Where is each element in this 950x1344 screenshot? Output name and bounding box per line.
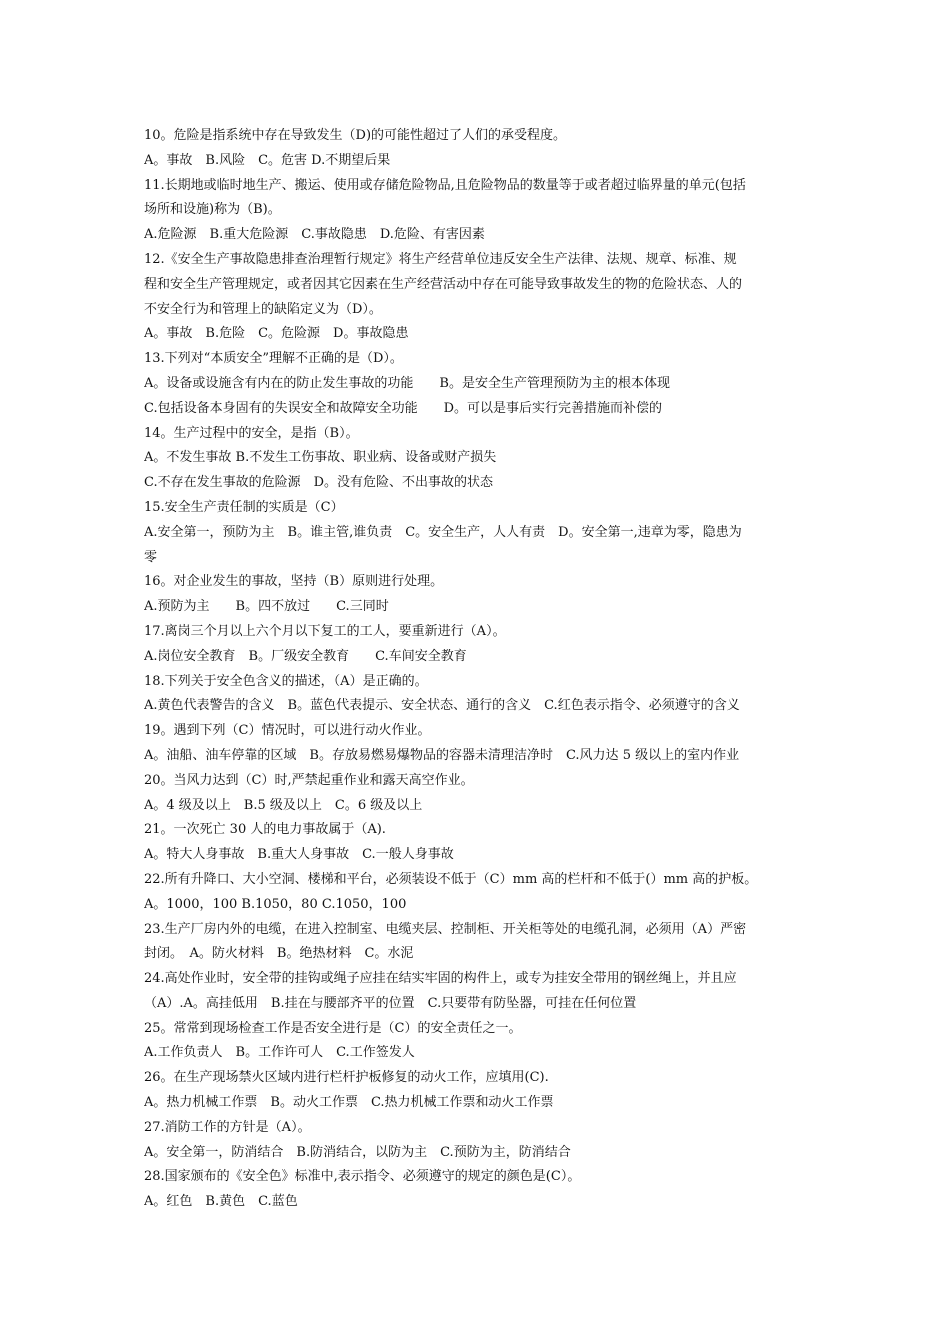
question-21: 21。一次死亡 30 人的电力事故属于（A). <box>144 822 386 838</box>
question-25: 25。常常到现场检查工作是否安全进行是（C）的安全责任之一。 <box>144 1020 522 1036</box>
question-14: 14。生产过程中的安全，是指（B）。 <box>144 425 359 441</box>
question-28: 28.国家颁布的《安全色》标准中,表示指令、必须遵守的规定的颜色是(C）。 <box>144 1169 581 1185</box>
question-23: 23.生产厂房内外的电缆，在进入控制室、电缆夹层、控制柜、开关柜等处的电缆孔洞，必须用（A）严密 <box>144 921 747 937</box>
question-22: 22.所有升降口、大小空洞、楼梯和平台，必须装设不低于（C）mm 高的栏杆和不低于(）mm 高的护板。 <box>144 871 758 887</box>
options-23: 封闭。 A。防火材料 B。绝热材料 C。水泥 <box>144 946 414 962</box>
options-15: A.安全第一，预防为主 B。谁主管,谁负责 C。安全生产，人人有责 D。安全第一,违章为零，隐患为 <box>144 524 742 540</box>
options-18: A.黄色代表警告的含义 B。蓝色代表提示、安全状态、通行的含义 C.红色表示指令、必须遵守的含义 <box>144 698 740 714</box>
options-28: A。红色 B.黄色 C.蓝色 <box>144 1194 298 1210</box>
options-11: A.危险源 B.重大危险源 C.事故隐患 D.危险、有害因素 <box>144 227 485 243</box>
question-24: 24.高处作业时，安全带的挂钩或绳子应挂在结实牢固的构件上，或专为挂安全带用的钢丝绳上，并且应 <box>144 971 737 987</box>
options-12: A。事故 B.危险 C。危险源 D。事故隐患 <box>144 326 409 342</box>
question-27: 27.消防工作的方针是（A）。 <box>144 1119 311 1135</box>
options-13-b: C.包括设备本身固有的失误安全和故障安全功能 D。可以是事后实行完善措施而补偿的 <box>144 400 663 416</box>
options-20: A。4 级及以上 B.5 级及以上 C。6 级及以上 <box>144 797 423 813</box>
options-10: A。事故 B.风险 C。危害 D.不期望后果 <box>144 152 391 168</box>
question-26: 26。在生产现场禁火区域内进行栏杆护板修复的动火工作，应填用(C). <box>144 1070 549 1086</box>
options-22: A。1000，100 B.1050，80 C.1050，100 <box>144 896 407 912</box>
question-12: 12.《安全生产事故隐患排查治理暂行规定》将生产经营单位违反安全生产法律、法规、规章、标准、规 <box>144 251 737 267</box>
question-17: 17.离岗三个月以上六个月以下复工的工人，要重新进行（A）。 <box>144 623 506 639</box>
question-19: 19。遇到下列（C）情况时，可以进行动火作业。 <box>144 723 431 739</box>
options-26: A。热力机械工作票 B。动火工作票 C.热力机械工作票和动火工作票 <box>144 1095 554 1111</box>
question-10: 10。危险是指系统中存在导致发生（D)的可能性超过了人们的承受程度。 <box>144 128 567 143</box>
question-12-cont-2: 不安全行为和管理上的缺陷定义为（D）。 <box>144 301 382 317</box>
options-14-b: C.不存在发生事故的危险源 D。没有危险、不出事故的状态 <box>144 475 494 491</box>
options-14-a: A。不发生事故 B.不发生工伤事故、职业病、设备或财产损失 <box>144 450 497 466</box>
question-18: 18.下列关于安全色含义的描述，（A）是正确的。 <box>144 673 428 689</box>
options-27: A。安全第一，防消结合 B.防消结合，以防为主 C.预防为主，防消结合 <box>144 1144 571 1160</box>
document-page <box>144 124 810 1215</box>
options-19: A。油船、油车停靠的区域 B。存放易燃易爆物品的容器未清理洁净时 C.风力达 5 级以上的室内作业 <box>144 747 740 763</box>
question-13: 13.下列对“本质安全”理解不正确的是（D）。 <box>144 351 403 367</box>
question-20: 20。当风力达到（C）时,严禁起重作业和露天高空作业。 <box>144 772 474 788</box>
options-21: A。特大人身事故 B.重大人身事故 C.一般人身事故 <box>144 847 454 863</box>
question-12-cont: 程和安全生产管理规定，或者因其它因素在生产经营活动中存在可能导致事故发生的物的危险状态、人的 <box>144 276 743 292</box>
question-16: 16。对企业发生的事故，坚持（B）原则进行处理。 <box>144 574 444 590</box>
question-11: 11.长期地或临时地生产、搬运、使用或存储危险物品,且危险物品的数量等于或者超过临界量的单元(包括 <box>144 177 746 193</box>
question-15: 15.安全生产责任制的实质是（C） <box>144 499 344 515</box>
options-16: A.预防为主 B。四不放过 C.三同时 <box>144 599 389 615</box>
options-24: （A）.A。高挂低用 B.挂在与腰部齐平的位置 C.只要带有防坠器，可挂在任何位置 <box>144 995 637 1011</box>
options-13-a: A。设备或设施含有内在的防止发生事故的功能 B。是安全生产管理预防为主的根本体现 <box>144 375 670 391</box>
options-15-cont: 零 <box>144 549 158 565</box>
options-17: A.岗位安全教育 B。厂级安全教育 C.车间安全教育 <box>144 648 467 664</box>
question-11-cont: 场所和设施)称为（B)。 <box>144 202 281 218</box>
options-25: A.工作负责人 B。工作许可人 C.工作签发人 <box>144 1045 415 1061</box>
